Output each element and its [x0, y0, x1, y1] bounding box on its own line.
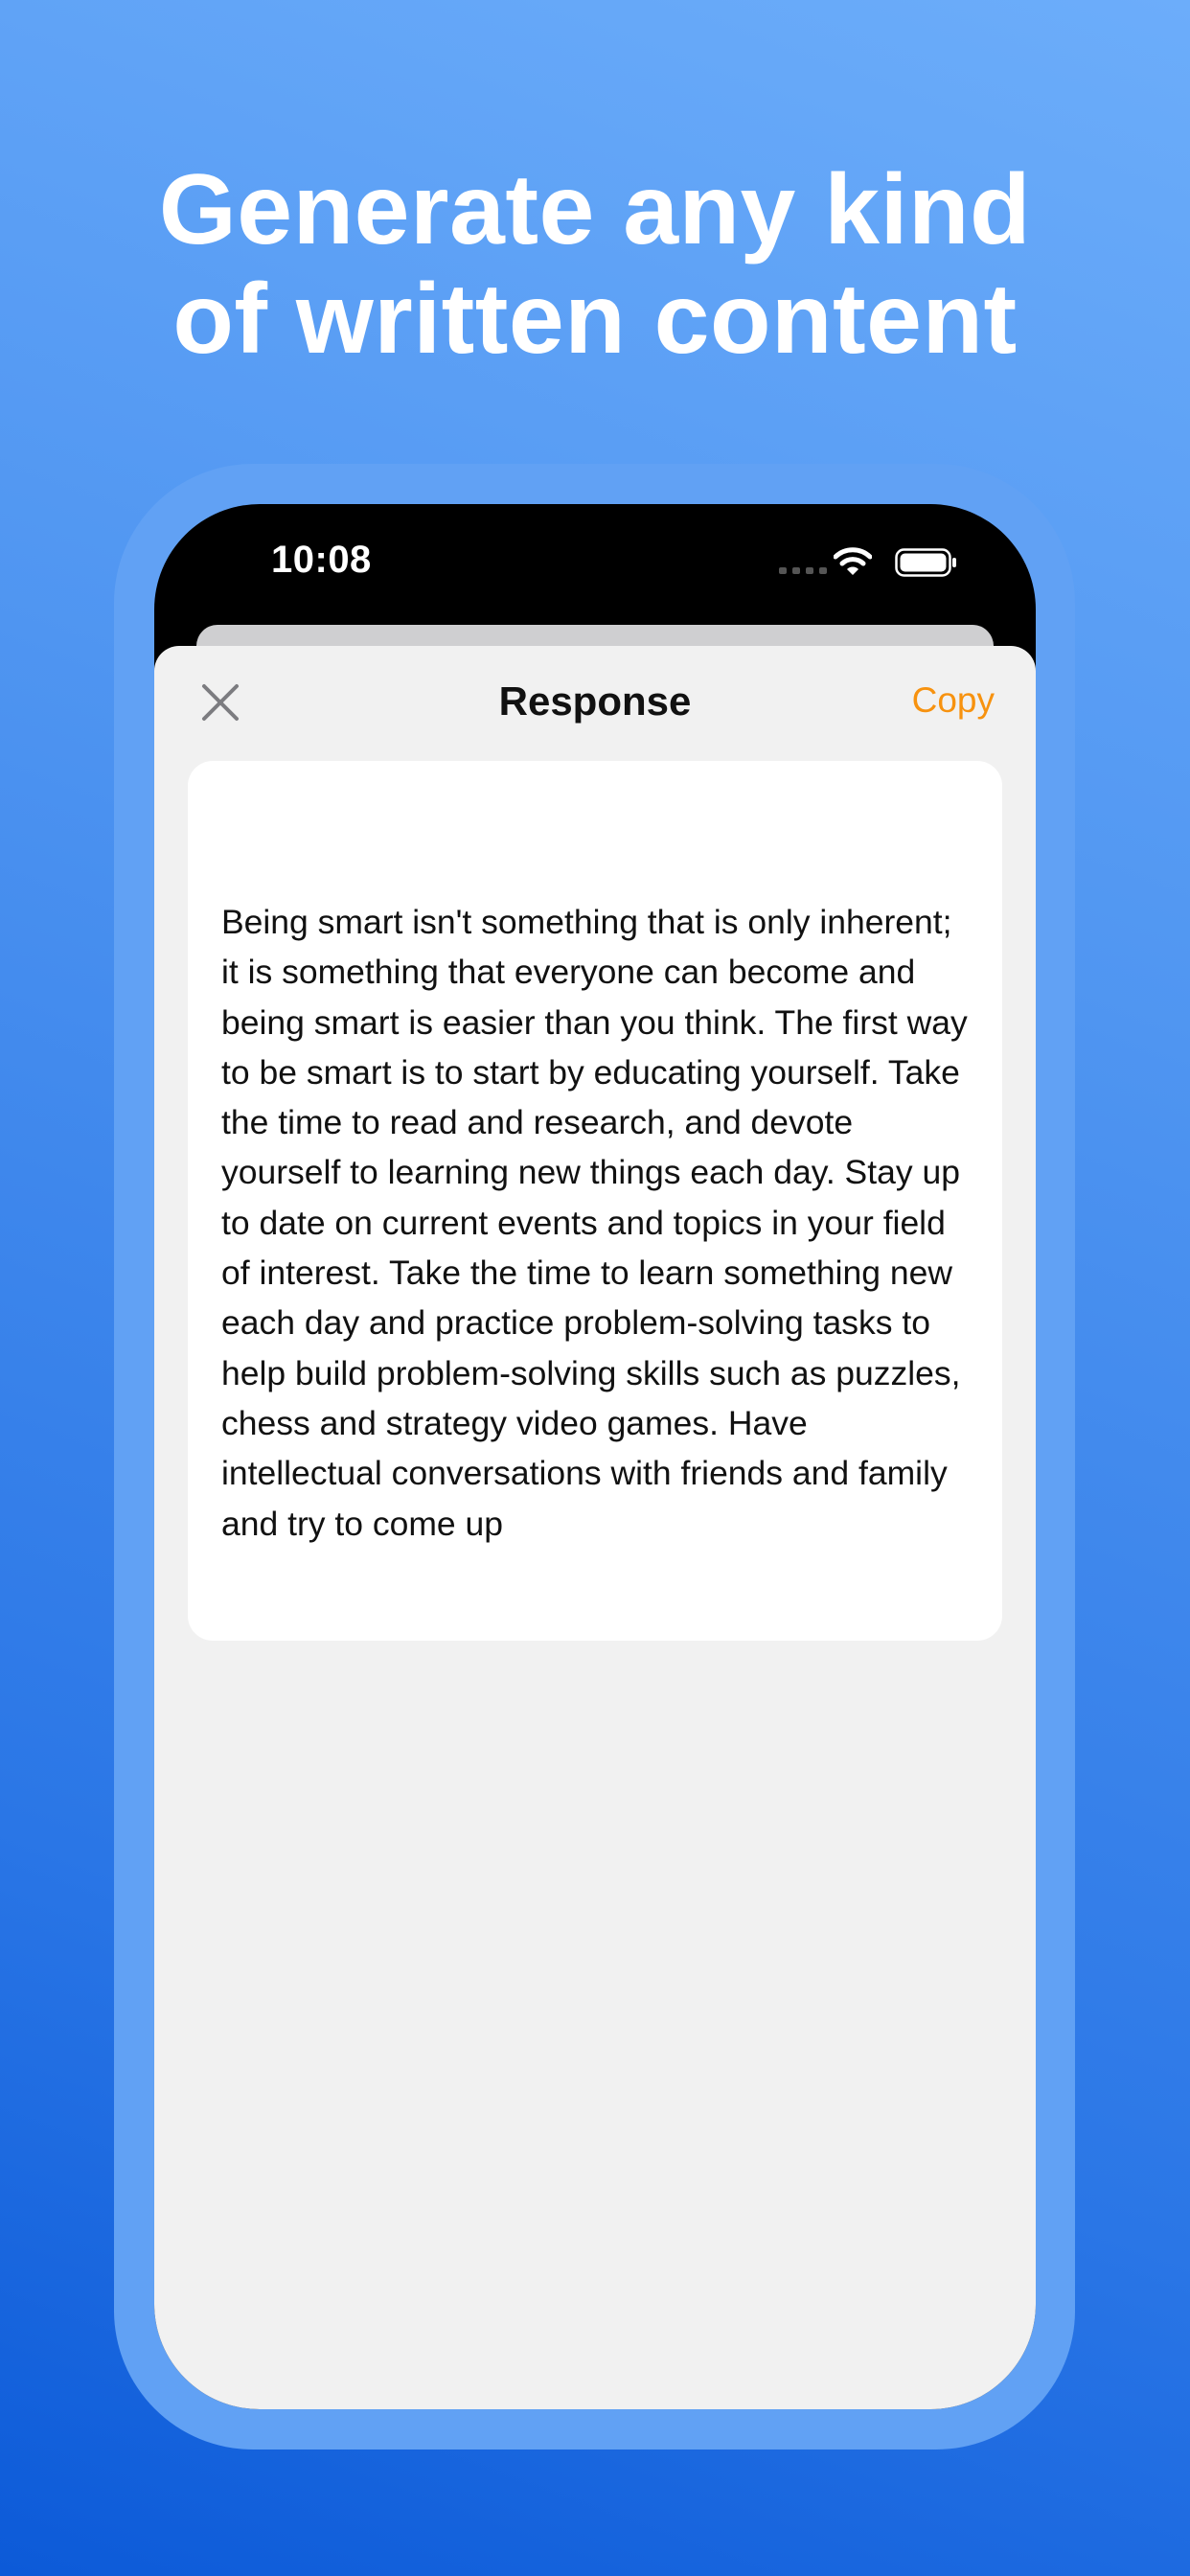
- headline-line-2: of written content: [172, 264, 1018, 375]
- phone-screen: [154, 504, 1036, 2409]
- copy-button[interactable]: Copy: [911, 680, 995, 720]
- battery-icon: [895, 548, 958, 577]
- headline: [0, 155, 1190, 374]
- response-text: Being smart isn't something that is only inherent; it is something that everyone can become and being smart is easier than you think. The first way to be smart is to start by educating yourself. Take the time to read and research, and devote yourself to learning new things each day. Stay up to date on current events and topics in your field of interest. Take the time to learn something new each day and practice problem-solving tasks to help build problem-solving skills such as puzzles, chess and strategy video games. Have intellectual conversations with friends and family and try to come up: [221, 903, 968, 1543]
- response-sheet: [154, 646, 1036, 2409]
- response-card: [188, 761, 1002, 1641]
- wifi-icon: [834, 546, 872, 577]
- headline-line-1: Generate any kind: [158, 154, 1032, 265]
- sheet-title: Response: [498, 678, 692, 724]
- status-time: 10:08: [271, 539, 372, 581]
- cellular-signal-icon: [779, 567, 827, 574]
